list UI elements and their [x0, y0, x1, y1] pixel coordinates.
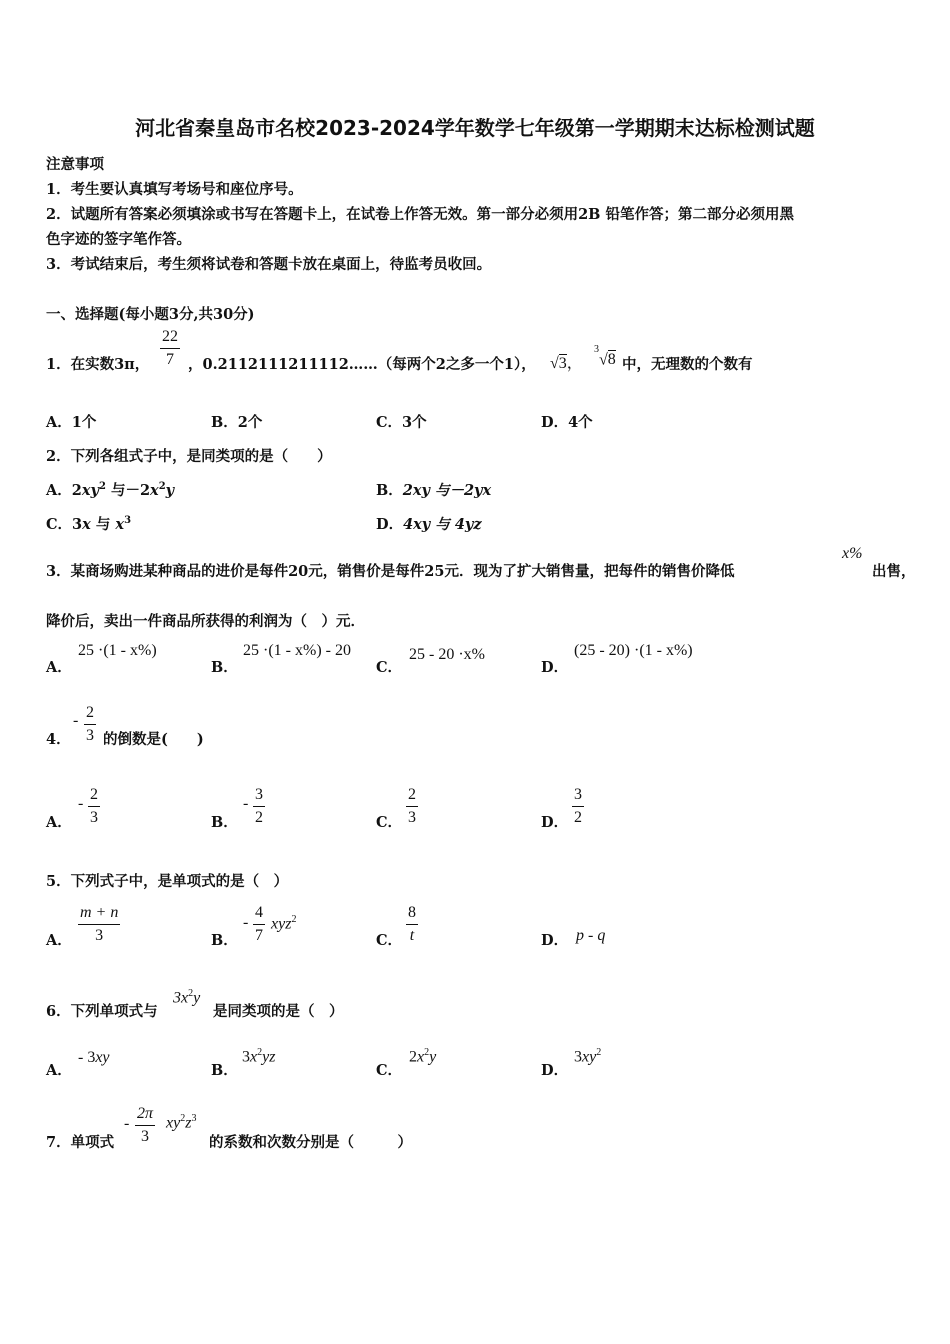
q5-opt-b-variables: xyz$^2$ — [271, 914, 297, 933]
q4-opt-b-sign: - — [243, 795, 249, 812]
q5-opt-a-fraction: $\frac{m + n}{3}$ — [80, 904, 119, 944]
q6-option-d: $3xy^2$ — [574, 1047, 602, 1066]
q3-option-c: 25 - 20 ·x% — [409, 646, 485, 663]
q4-label-a: A． — [46, 814, 72, 831]
q2-option-b: B．2xy 与－2yx — [376, 482, 492, 499]
q4-opt-a-sign: - — [78, 795, 84, 812]
notice-item: 3．考试结束后，考生须将试卷和答题卡放在桌面上，待监考员收回。 — [46, 256, 492, 273]
q7-suffix: 的系数和次数分别是（ ） — [209, 1134, 412, 1151]
q2-stem: 2．下列各组式子中，是同类项的是（ ） — [46, 448, 332, 465]
q1-suffix: 中，无理数的个数有 — [622, 356, 753, 373]
q4-fraction: $\frac{2}{3}$ — [86, 704, 94, 744]
q3-label-c: C． — [376, 659, 403, 676]
q6-expression: $3x^2y$ — [173, 988, 201, 1007]
q5-opt-b-sign: - — [243, 914, 249, 931]
q5-label-c: C． — [376, 932, 403, 949]
q7-minus: - — [124, 1115, 130, 1132]
q6-label-d: D． — [541, 1062, 569, 1079]
option-c: C．3个 — [376, 414, 427, 431]
q6-option-b: $3x^2yz$ — [242, 1047, 276, 1066]
q1-middle: ，0.2112111211112……（每两个2之多一个1）， — [188, 356, 536, 373]
q2-option-d: D．4xy 与 4yz — [376, 516, 482, 533]
q1-sqrt3: √3， — [550, 355, 583, 372]
q1-cbrt8: $^3$√8 — [594, 344, 616, 369]
q2-option-c: C．3x 与 $x^3$ — [46, 515, 132, 533]
q5-opt-d-expression: p - q — [576, 927, 606, 944]
q4-opt-b-fraction: $\frac{3}{2}$ — [255, 786, 263, 826]
q1-fraction: $\frac{22}{7}$ — [162, 328, 178, 368]
page-title: 河北省秦皇岛市名校2023-2024学年数学七年级第一学期期末达标检测试题 — [135, 116, 815, 140]
q2-option-a: A．$2xy^2$ 与$-2x^2y$ — [46, 481, 175, 499]
q4-opt-d-fraction: $\frac{3}{2}$ — [574, 786, 582, 826]
q1-prefix: 1．在实数3π， — [46, 356, 150, 373]
notice-item: 2．试题所有答案必须填涂或书写在答题卡上，在试卷上作答无效。第一部分必须用2B 铅笔作答；第二部分必须用黑 — [46, 206, 794, 223]
q3-option-b: 25 ·(1 - x%) - 20 — [243, 642, 351, 659]
q7-variables: $xy^2z^3$ — [166, 1113, 197, 1132]
q3-label-d: D． — [541, 659, 569, 676]
q5-label-d: D． — [541, 932, 569, 949]
q3-stem-line2: 降价后，卖出一件商品所获得的利润为（ ）元． — [46, 613, 365, 630]
notice-item: 色字迹的签字笔作答。 — [46, 231, 191, 248]
q6-label-b: B． — [211, 1062, 238, 1079]
q3-label-b: B． — [211, 659, 238, 676]
q5-opt-b-fraction: $\frac{4}{7}$ — [255, 904, 263, 944]
q4-label-c: C． — [376, 814, 403, 831]
q7-prefix: 7．单项式 — [46, 1134, 115, 1151]
q4-label-b: B． — [211, 814, 238, 831]
option-a: A．1个 — [46, 414, 97, 431]
q5-stem: 5．下列式子中，是单项式的是（ ） — [46, 873, 289, 890]
q6-prefix: 6．下列单项式与 — [46, 1003, 158, 1020]
q4-opt-a-fraction: $\frac{2}{3}$ — [90, 786, 98, 826]
q6-suffix: 是同类项的是（ ） — [213, 1003, 344, 1020]
q5-opt-c-fraction: $\frac{8}{t}$ — [408, 904, 416, 944]
q6-option-a: - 3xy — [78, 1049, 110, 1066]
q4-suffix: 的倒数是( ) — [103, 731, 204, 748]
notice-item: 1．考生要认真填写考场号和座位序号。 — [46, 181, 303, 198]
q3-stem-line1: 3．某商场购进某种商品的进价是每件20元，销售价是每件25元．现为了扩大销售量，把每件的销售价降低 — [46, 563, 735, 580]
q7-fraction: $\frac{2\pi}{3}$ — [137, 1105, 154, 1145]
option-d: D．4个 — [541, 414, 593, 431]
option-b: B．2个 — [211, 414, 263, 431]
q4-label-d: D． — [541, 814, 569, 831]
q5-label-a: A． — [46, 932, 72, 949]
notice-heading: 注意事项 — [46, 156, 104, 173]
q6-label-a: A． — [46, 1062, 72, 1079]
q4-minus: - — [73, 712, 79, 729]
q3-option-a: 25 ·(1 - x%) — [78, 642, 157, 659]
q3-stem-end: 出售， — [872, 563, 916, 580]
q3-option-d: (25 - 20) ·(1 - x%) — [574, 642, 693, 659]
q4-number: 4． — [46, 731, 71, 748]
q3-x-percent: x% — [842, 545, 863, 562]
q3-label-a: A． — [46, 659, 72, 676]
q6-label-c: C． — [376, 1062, 403, 1079]
q4-opt-c-fraction: $\frac{2}{3}$ — [408, 786, 416, 826]
section-heading: 一、选择题(每小题3分,共30分) — [46, 306, 255, 323]
q6-option-c: $2x^2y$ — [409, 1047, 437, 1066]
q5-label-b: B． — [211, 932, 238, 949]
